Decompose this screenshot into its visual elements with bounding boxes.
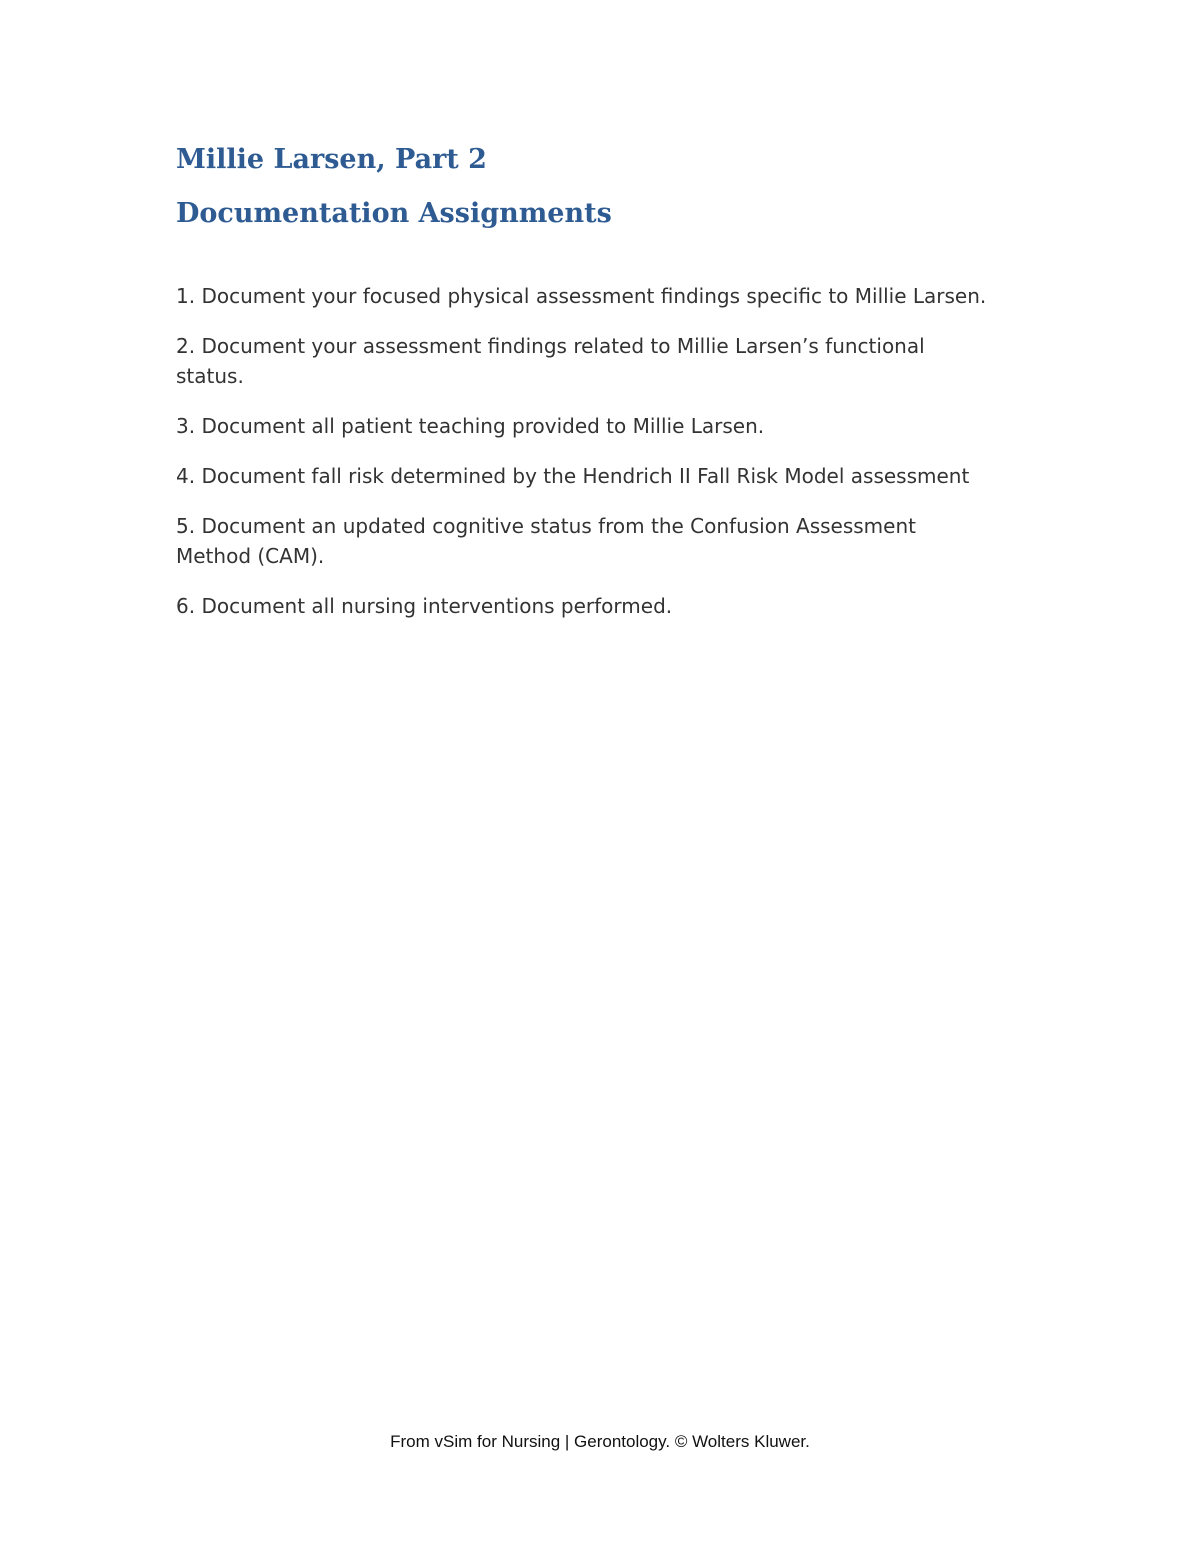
page-footer: From vSim for Nursing | Gerontology. © Wolters Kluwer. bbox=[390, 1432, 810, 1451]
assignment-list bbox=[176, 281, 996, 641]
page-title: Millie Larsen, Part 2 bbox=[176, 144, 487, 175]
page-subtitle: Documentation Assignments bbox=[176, 198, 612, 229]
assignment-item: 4. Document fall risk determined by the Hendrich II Fall Risk Model assessment bbox=[176, 464, 970, 488]
assignment-item: 1. Document your focused physical assessment findings specific to Millie Larsen. bbox=[176, 284, 987, 308]
assignment-item: 5. Document an updated cognitive status from the Confusion Assessment Method (CAM). bbox=[176, 514, 916, 568]
assignment-item: 2. Document your assessment findings related to Millie Larsen’s functional status. bbox=[176, 334, 925, 388]
assignment-item: 6. Document all nursing interventions performed. bbox=[176, 594, 673, 618]
assignment-item: 3. Document all patient teaching provided to Millie Larsen. bbox=[176, 414, 765, 438]
